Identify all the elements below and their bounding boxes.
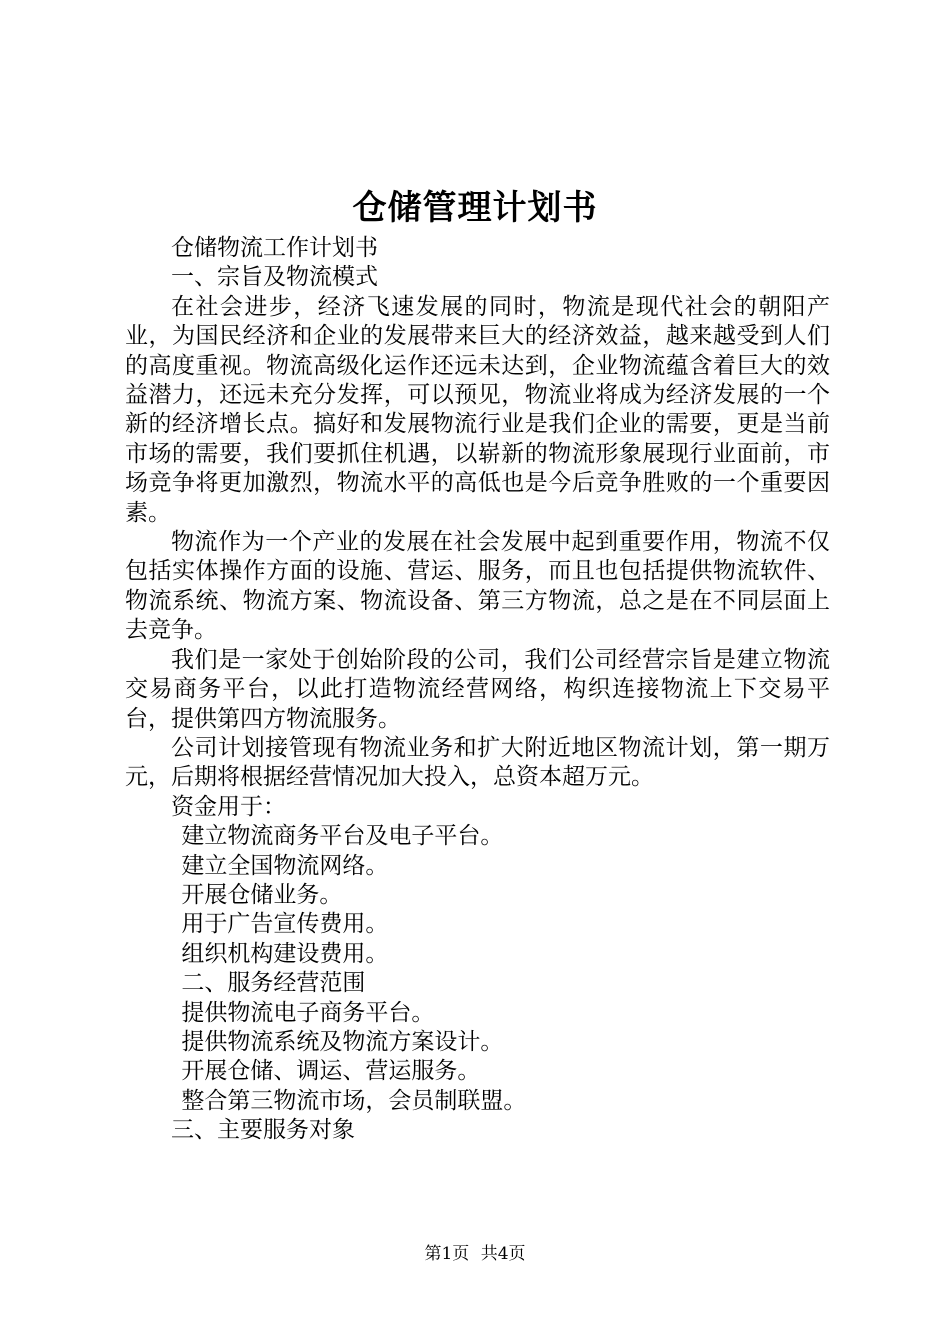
document-title: 仓储管理计划书 xyxy=(352,188,598,228)
paragraph: 仓储物流工作计划书 xyxy=(171,235,378,261)
document-body xyxy=(125,234,830,1146)
section-heading: 一、宗旨及物流模式 xyxy=(171,264,378,291)
list-item: 用于广告宣传费用。 xyxy=(181,911,389,938)
paragraph: 物流作为一个产业的发展在社会发展中起到重要作用，物流不仅包括实体操作方面的设施、营运、服务，而且也包括提供物流软件、物流系统、物流方案、物流设备、第三方物流，总之是在不同层面上去竞争。 xyxy=(125,529,830,644)
page-total: 共4页 xyxy=(480,1244,526,1264)
list-item: 建立全国物流网络。 xyxy=(181,852,389,879)
paragraph: 公司计划接管现有物流业务和扩大附近地区物流计划，第一期万元，后期将根据经营情况加大投入，总资本超万元。 xyxy=(125,734,830,791)
list-item: 整合第三物流市场，会员制联盟。 xyxy=(181,1087,527,1114)
page-number: 第1页 xyxy=(424,1244,470,1264)
section-heading: 二、服务经营范围 xyxy=(181,970,366,997)
list-item: 开展仓储业务。 xyxy=(181,881,343,908)
paragraph: 资金用于： xyxy=(171,793,286,820)
paragraph: 我们是一家处于创始阶段的公司，我们公司经营宗旨是建立物流交易商务平台，以此打造物流经营网络，构织连接物流上下交易平台，提供第四方物流服务。 xyxy=(125,646,830,732)
list-item: 建立物流商务平台及电子平台。 xyxy=(181,823,504,850)
section-heading: 三、主要服务对象 xyxy=(171,1117,355,1144)
list-item: 开展仓储、调运、营运服务。 xyxy=(181,1058,481,1085)
list-item: 提供物流电子商务平台。 xyxy=(181,999,435,1026)
list-item: 提供物流系统及物流方案设计。 xyxy=(181,1028,504,1055)
page-footer xyxy=(0,1242,950,1266)
paragraph: 在社会进步，经济飞速发展的同时，物流是现代社会的朝阳产业，为国民经济和企业的发展带来巨大的经济效益，越来越受到人们的高度重视。物流高级化运作还远未达到，企业物流蕴含着巨大的效益潜力，还远未充分发挥，可以预见，物流业将成为经济发展的一个新的经济增长点。搞好和发展物流行业是我们企业的需要，更是当前市场的需要，我们要抓住机遇，以崭新的物流形象展现行业面前，市场竞争将更加激烈，物流水平的高低也是今后竞争胜败的一个重要因素。 xyxy=(125,293,830,526)
list-item: 组织机构建设费用。 xyxy=(181,940,389,967)
